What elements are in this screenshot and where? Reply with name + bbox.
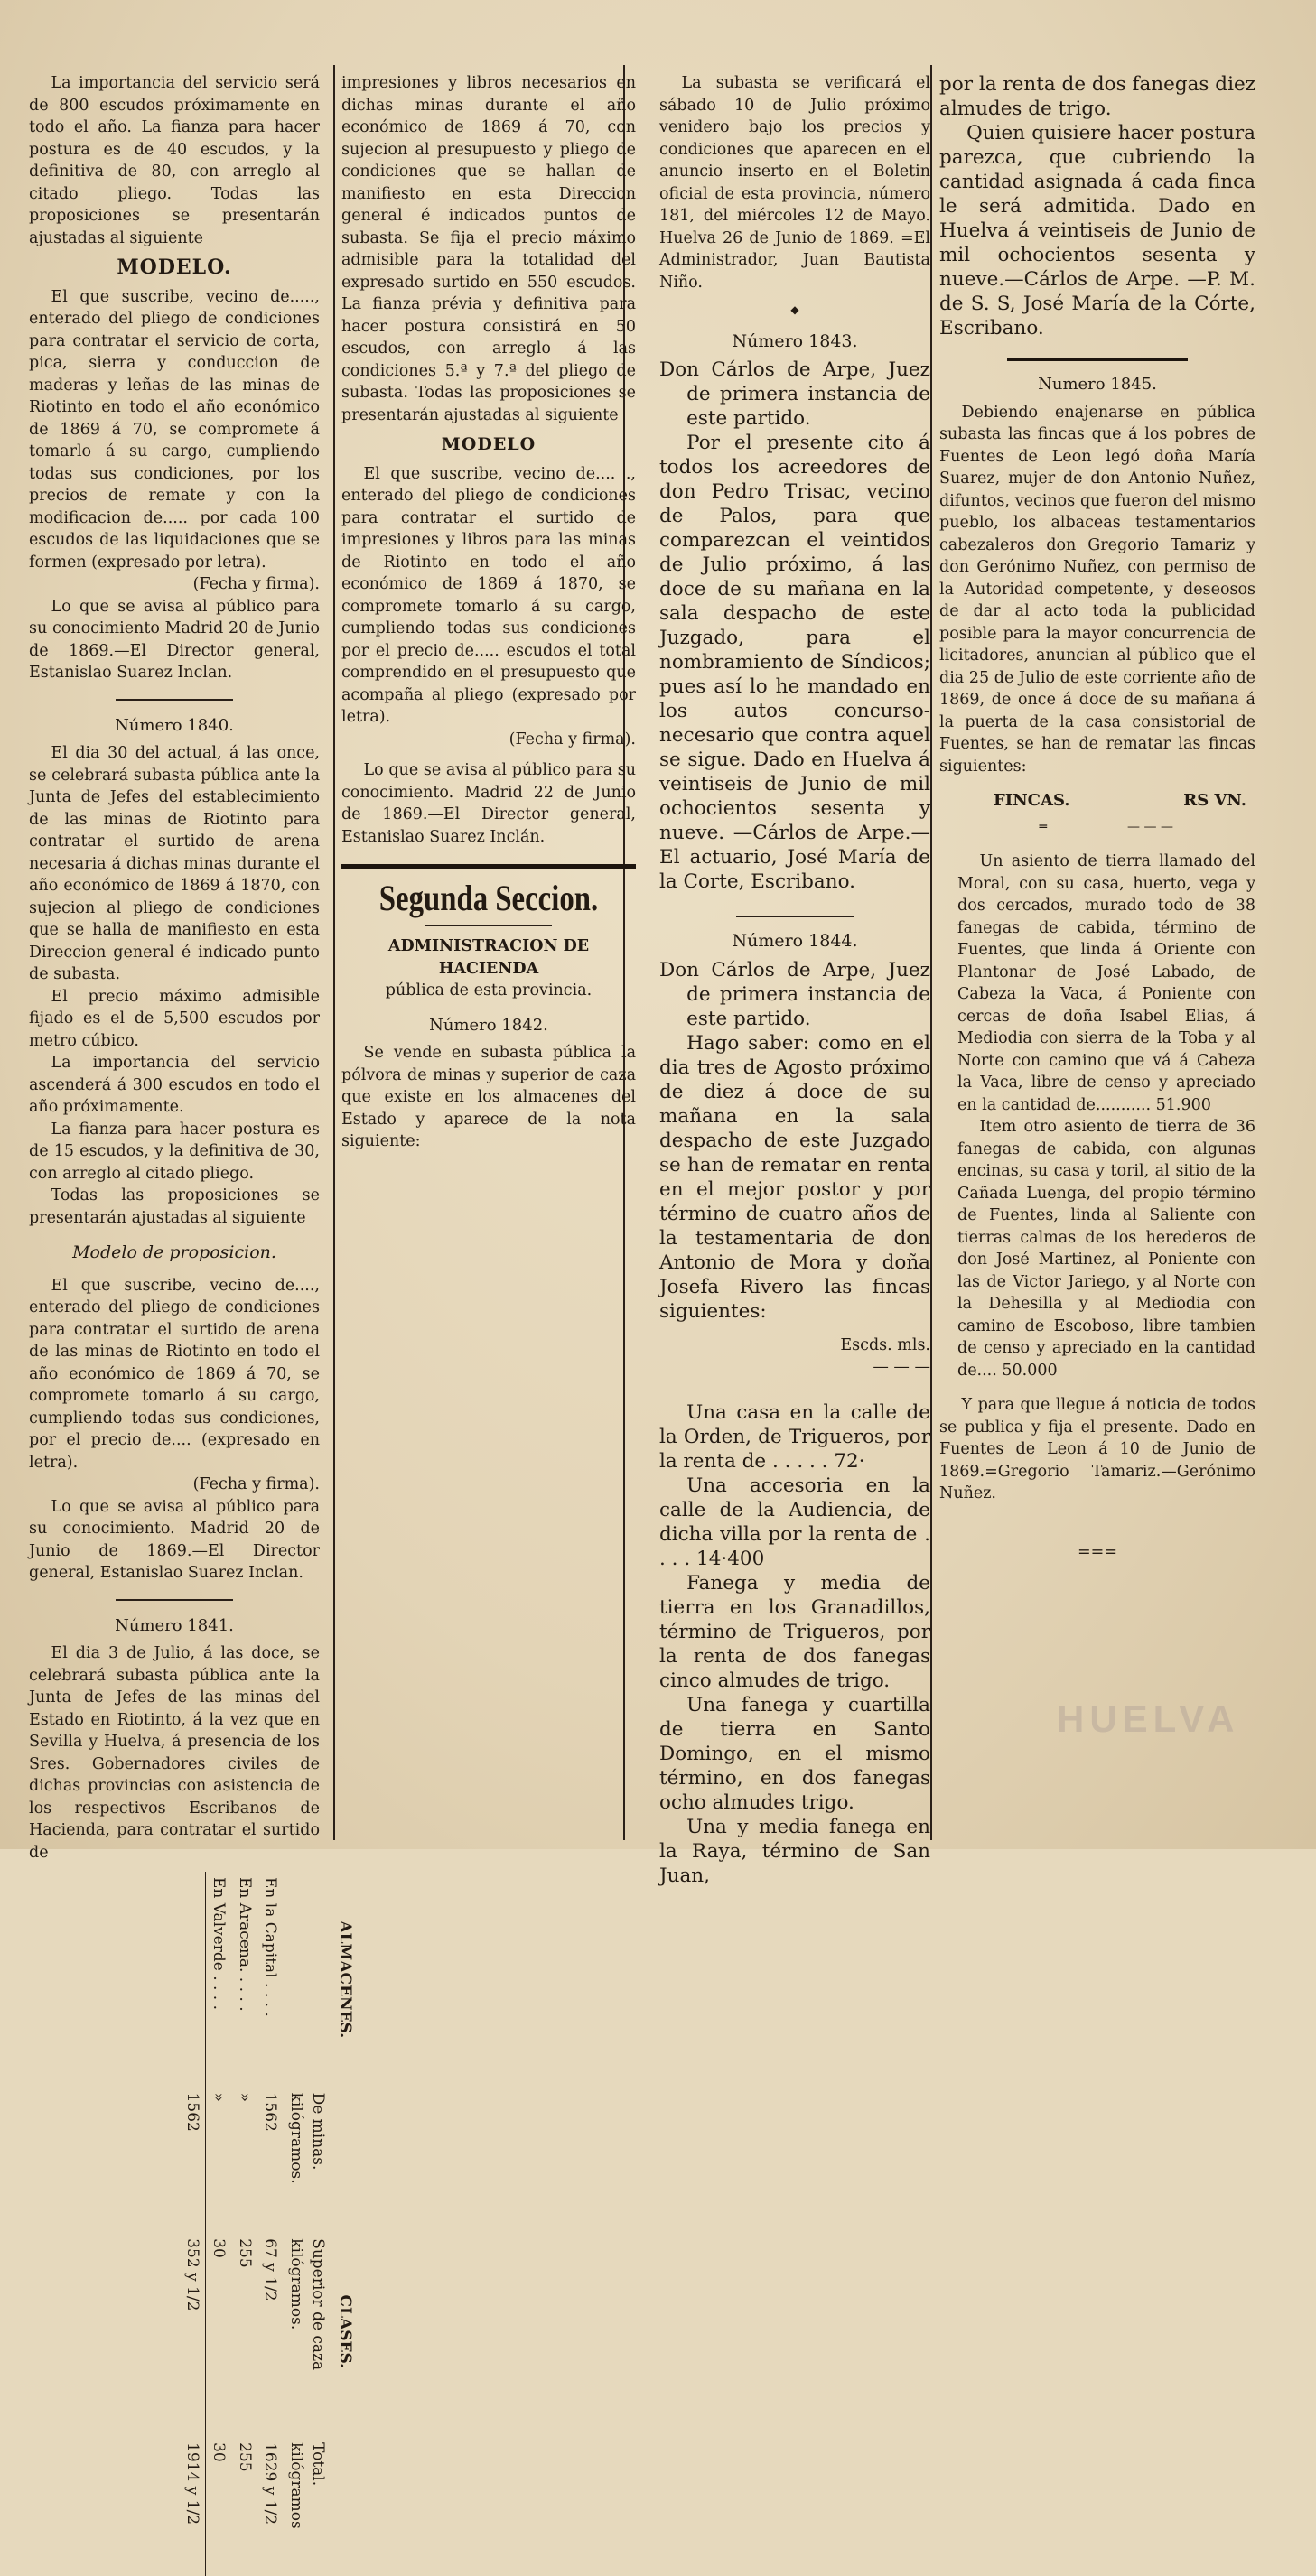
divider — [116, 1599, 233, 1601]
header-clases: CLASES. — [331, 2087, 358, 2575]
finca-text: Item otro asiento de tierra de 36 fanegas de cabida, con algunas encinas, su casa y toril, al sitio de la Cañada Luenga, del propio término de Fuentes, linda al Saliente con tierras calmas de los herederos de don José Martinez, al Poniente con las de Victor Jariego, y al Norte con la Dehesilla y al Mediodia con camino de Escoboso, libre tambien de censo y apreciado en la cantidad de.... — [957, 1118, 1255, 1380]
fincas-title: FINCAS. — [994, 791, 1070, 810]
header-minas — [284, 2087, 332, 2233]
paragraph: Y para que llegue á noticia de todos se publica y fija el presente. Dado en Fuentes de Leon á 10 de Junio de 1869.=Gregorio Tamariz.—Gerónimo Nuñez. — [939, 1396, 1255, 1502]
notice-number: Numero 1845. — [1038, 375, 1157, 394]
table-row — [257, 1872, 284, 2576]
finca-item — [957, 1116, 1255, 1381]
notice-number: Número 1842. — [429, 1015, 548, 1035]
paragraph: Hago saber: como en el dia tres de Agosto próximo de diez á doce de su mañana en la sala despacho de este Juzgado se han de rematar en renta en el mejor postor y por término de cuatro años de la testamentaria de don Antonio de Mora y doña Josefa Rivero las fincas siguientes: — [659, 1031, 930, 1323]
finca-text: Una casa en la calle de la Orden, de Trigueros, por la renta de . . . . . — [659, 1400, 930, 1473]
paragraph: Por el presente cito á todos los acreedores de don Pedro Trisac, vecino de Palos, para que comparezcan el veintidos de Julio próximo, á las doce de su mañana en la sala despacho de este Juzgado, para el nombramiento de Síndicos; pues así lo he mandado en los autos concurso-necesario que contra aquel se sigue. Dado en Huelva á veintiseis de Junio de mil ochocientos sesenta y nueve. —Cárlos de Arpe.—El actuario, José María de la Corte, Escribano. — [659, 432, 930, 893]
finca-text: Un asiento de tierra llamado del Moral, con su casa, huerto, vega y dos cercados, murado todo de 38 fanegas de cabida, término de Fuentes, que linda á Oriente con Plantonar de José Labado, de Cabeza la Vaca, á Poniente con cercas de doña Isabel Elias, á Mediodia con sierra de la Toba y al Norte con camino que vá á Cabeza la Vaca, libre de censo y apreciado en la cantidad de........... — [957, 852, 1255, 1114]
finca-item — [659, 1400, 930, 1474]
column-3 — [632, 72, 930, 1887]
paragraph: La subasta se verificará el sábado 10 de Julio próximo venidero bajo los precios y condiciones que aparecen en el anuncio inserto en el Boletin oficial de esta provincia, número 181, del miércoles 12 de Mayo. Huelva 26 de Junio de 1869. =El Administrador, Juan Bautista Niño. — [659, 74, 930, 292]
cell-total: 255 — [236, 2441, 254, 2472]
fincas-header — [994, 790, 1246, 813]
header-total — [284, 2437, 332, 2576]
paragraph: El que suscribe, vecino de....., enterado del pliego de condiciones para contratar el servicio de corta, pica, sierra y conduccion de maderas y leñas de las minas de Riotinto en todo el año económico de 1869 á 70, se compromete á tomarlo á su cargo, cumpliendo todas sus condiciones, por los precios de remate y con la modificacion de..... por cada 100 escudos de las liquidaciones que se formen (expresado por letra). — [29, 287, 320, 572]
paragraph: El dia 30 del actual, á las once, se celebrará subasta pública ante la Junta de Jefes del establecimiento de las minas de Riotinto para contratar el surtido de arena necesaria á dichas minas durante el año económico de 1869 á 1870, con sujecion al pliego de condiciones que se halla de manifiesto en esta Direccion general é indicado punto de subasta. — [29, 744, 320, 983]
header-unit: kilógramos. — [287, 2237, 305, 2330]
cell-superior: 67 y 1/2 — [261, 2237, 280, 2302]
modelo-proposicion-heading: Modelo de proposicion. — [72, 1242, 276, 1262]
finca-item — [957, 851, 1255, 1116]
column-1 — [29, 72, 320, 1862]
paragraph: Lo que se avisa al público para su conocimiento. Madrid 20 de Junio de 1869.—El Director general, Estanislao Suarez Inclan. — [29, 1497, 320, 1582]
notice-number: Número 1841. — [115, 1615, 234, 1635]
paragraph: Se vende en subasta pública la pólvora de minas y superior de caza que existe en los almacenes del Estado y aparece de la nota siguiente: — [341, 1044, 636, 1150]
header-unit: kilógramos. — [287, 2092, 305, 2184]
cell-total: 1629 y 1/2 — [261, 2441, 280, 2525]
paragraph: La importancia del servicio será de 800 escudos próximamente en todo el año. La fianza para hacer postura es de 40 escudos, y la definitiva de 80, con arreglo al citado pliego. Todas las proposiciones se presentarán ajustadas al siguiente — [29, 74, 320, 247]
finca-amount: 14·400 — [696, 1547, 765, 1570]
divider — [116, 699, 233, 701]
archive-stamp: HUELVA — [1057, 1697, 1240, 1740]
cell-empty — [180, 1872, 206, 2088]
header-total-label: Total. — [309, 2441, 328, 2486]
paragraph: La fianza para hacer postura es de 15 escudos, y la definitiva de 30, con arreglo al citado pliego. — [29, 1120, 320, 1183]
table-row — [232, 1872, 258, 2576]
finca-amount: 72· — [834, 1449, 865, 1473]
admin-heading: ADMINISTRACION DE HACIENDA — [387, 937, 590, 978]
paragraph: Fanega y media de tierra en los Granadillos, término de Trigueros, por la renta de dos fanegas cinco almudes de trigo. — [659, 1571, 930, 1692]
finca-amount: 51.900 — [1155, 1095, 1211, 1114]
header-almacenes: ALMACENES. — [336, 1920, 354, 2038]
paragraph: El que suscribe, vecino de.... ., enterado del pliego de condiciones para contratar el surtido de impresiones y libros para las minas de Riotinto en todo el año económico de 1869 á 1870, se compromete tomarlo á su cargo, cumpliendo todas sus condiciones por el precio de..... escudos el total comprendido en el presupuesto que acompaña al pliego (expresado por letra). — [341, 464, 636, 726]
powder-table-rotated — [180, 1872, 359, 2576]
fecha-firma: (Fecha y firma). — [192, 1475, 320, 1493]
modelo-heading: MODELO — [441, 434, 537, 454]
column-4 — [939, 72, 1255, 1831]
cell-almacen: En Valverde . . . . — [210, 1876, 229, 2010]
divider — [1007, 358, 1188, 361]
end-mark: === — [1078, 1542, 1117, 1561]
header-minas-label: De minas. — [309, 2092, 328, 2170]
paragraph: Una fanega y cuartilla de tierra en Santo Domingo, en el mismo término, en dos fanegas ocho almudes trigo. — [659, 1693, 930, 1814]
paragraph: Lo que se avisa al público para su conocimiento. Madrid 22 de Junio de 1869.—El Director general, Estanislao Suarez Inclán. — [341, 761, 636, 846]
finca-text: Una accesoria en la calle de la Audiencia, de dicha villa por la renta de . . . . — [659, 1474, 930, 1570]
cell-superior: 30 — [210, 2237, 229, 2258]
cell-total: 30 — [210, 2441, 229, 2462]
paragraph: Don Cárlos de Arpe, Juez de primera instancia de este partido. — [659, 358, 930, 430]
paragraph: Don Cárlos de Arpe, Juez de primera instancia de este partido. — [659, 958, 930, 1030]
powder-table — [180, 1872, 359, 2576]
paragraph: Debiendo enajenarse en pública subasta las fincas que á los pobres de Fuentes de Leon legó doña María Suarez, mujer de don Antonio Nuñez, difuntos, vecinos que fueron del mismo pueblo, los albaceas testamentarios cabezaleros don Gregorio Tamariz y don Gerónimo Nuñez, con permiso de la Autoridad competente, y deseosos de dar al acto toda la publicidad posible para la mayor concurrencia de licitadores, anuncian al público que el dia 25 de Julio de este corriente año de 1869, de once á doce de su mañana á la puerta de la casa consistorial de Fuentes, se han de rematar las fincas siguientes: — [939, 403, 1255, 776]
section-rule — [341, 864, 636, 869]
notice-number: Número 1843. — [732, 330, 858, 351]
cell-minas: » — [210, 2092, 229, 2102]
header-superior — [284, 2233, 332, 2437]
cell-minas: » — [236, 2092, 254, 2102]
paragraph: Una y media fanega en la Raya, término de San Juan, — [659, 1815, 930, 1887]
column-2 — [183, 72, 636, 2529]
ornament: ◆ — [790, 303, 799, 316]
cell-superior: 255 — [236, 2237, 254, 2268]
cell-tot-superior: 352 y 1/2 — [183, 2237, 201, 2311]
divider — [736, 916, 854, 917]
paragraph: Todas las proposiciones se presentarán ajustadas al siguiente — [29, 1186, 320, 1227]
paragraph: La importancia del servicio ascenderá á 300 escudos en todo el año próximamente. — [29, 1054, 320, 1116]
header-superior-label: Superior de caza — [309, 2237, 328, 2370]
paragraph: El precio máximo admisible fijado es el de 5,500 escudos por metro cúbico. — [29, 987, 320, 1050]
paragraph: impresiones y libros necesarios en dichas minas durante el año económico de 1869 á 70, con sujecion al presupuesto y pliego de condiciones que se hallan de manifiesto en esta Direccion general é indicados puntos de subasta. Se fija el precio máximo admisible para la totalidad del expresado surtido en 550 escudos. La fianza prévia y definitiva para hacer postura consistirá en 50 escudos, con arreglo á las condiciones 5.ª y 7.ª del pliego de subasta. Todas las proposiciones se presentarán ajustadas al siguiente — [341, 74, 636, 424]
column-header-escudos: Escds. mls. — [840, 1335, 930, 1354]
admin-subheading: pública de esta provincia. — [385, 981, 593, 1000]
finca-item — [659, 1474, 930, 1571]
paragraph: Lo que se avisa al público para su conocimiento Madrid 20 de Junio de 1869.—El Director general, Estanislao Suarez Inclan. — [29, 597, 320, 682]
table-total-row — [180, 1872, 206, 2576]
dash-line: ═ — — — — [1039, 819, 1173, 834]
paragraph: El dia 3 de Julio, á las doce, se celebrará subasta pública ante la Junta de Jefes de las minas del Estado en Riotinto, á la vez que en Sevilla y Huelva, á presencia de los Sres. Gobernadores civiles de dichas provincias con asistencia de los respectivos Escribanos de Hacienda, para contratar el surtido de — [29, 1644, 320, 1862]
cell-tot-minas: 1562 — [183, 2092, 201, 2132]
fecha-firma: (Fecha y firma). — [509, 730, 636, 749]
cell-minas: 1562 — [261, 2092, 280, 2132]
reales-vellon-label: RS VN. — [1183, 791, 1246, 810]
column-rule — [333, 65, 335, 1840]
cell-tot-total: 1914 y 1/2 — [183, 2441, 201, 2525]
divider — [425, 925, 552, 926]
modelo-heading: MODELO. — [117, 256, 232, 279]
section-title: Segunda Seccion. — [378, 878, 599, 918]
paragraph: por la renta de dos fanegas diez almudes de trigo. — [939, 73, 1255, 120]
paragraph: Quien quisiere hacer postura parezca, que cubriendo la cantidad asignada á cada finca le será admitida. Dado en Huelva á veintiseis de Junio de mil ochocientos sesenta y nueve.—Cárlos de Arpe. —P. M. de S. S, José María de la Córte, Escribano. — [939, 122, 1255, 339]
cell-almacen: En la Capital . . . . — [261, 1876, 280, 2017]
cell-almacen: En Aracena. . . . . — [236, 1876, 254, 2012]
column-rule — [930, 65, 932, 1840]
dash-line: — — — — [873, 1358, 930, 1376]
header-unit: kilógramos — [287, 2441, 305, 2529]
notice-number: Número 1840. — [115, 715, 234, 735]
paragraph: El que suscribe, vecino de...., enterado del pliego de condiciones para contratar el surtido de arena de las minas de Riotinto en todo el año económico de 1869 á 70, se compromete tomarlo á su cargo, cumpliendo todas sus condiciones, por el precio de.... (expresado en letra). — [29, 1276, 320, 1472]
notice-number: Número 1844. — [732, 931, 858, 951]
fecha-firma: (Fecha y firma). — [192, 575, 320, 593]
table-row — [206, 1872, 232, 2576]
finca-amount: 50.000 — [1002, 1361, 1058, 1380]
